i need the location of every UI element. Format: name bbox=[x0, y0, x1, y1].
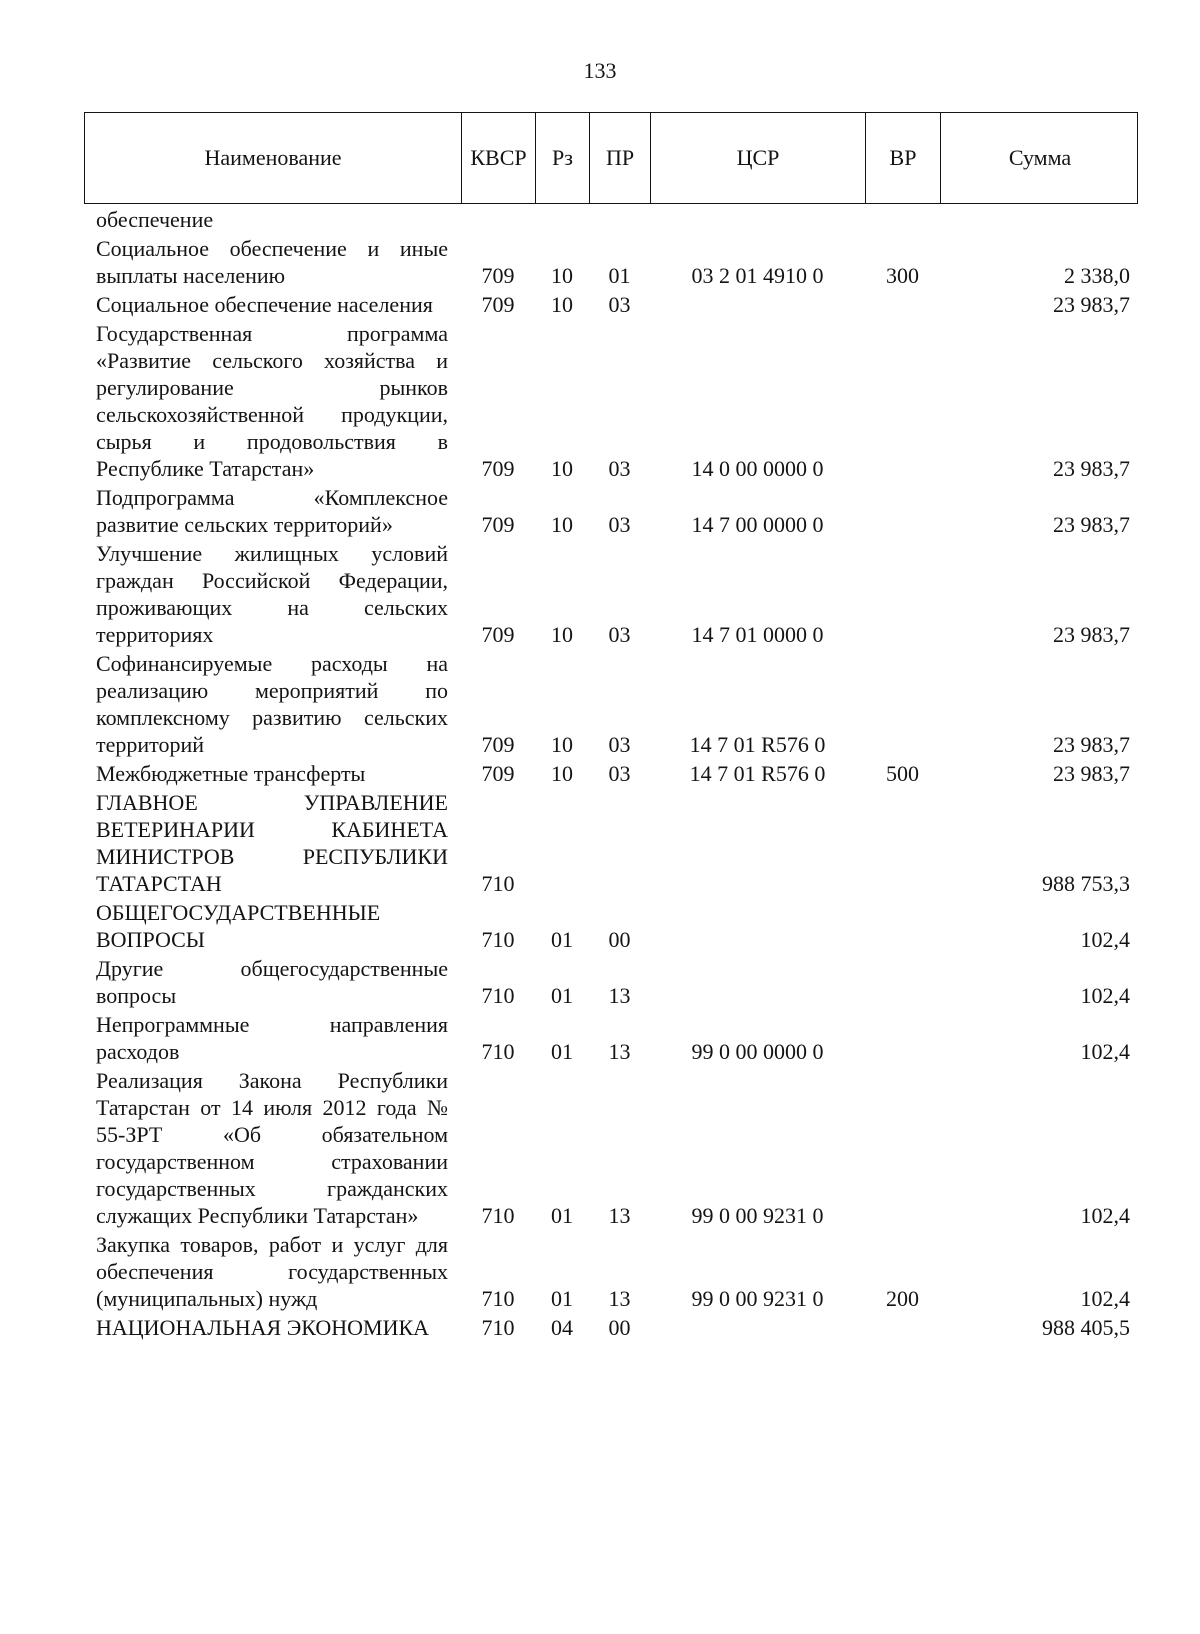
row-kvsr: 710 bbox=[481, 983, 515, 1008]
row-rz: 04 bbox=[551, 1315, 573, 1340]
row-name: Реализация Закона Республики Татарстан от 14 июля 2012 года № 55-ЗРТ «Об обязательном государственном страховании государственных гражданских служащих Республики Татарстан» bbox=[96, 1068, 448, 1228]
row-pr: 03 bbox=[608, 761, 631, 786]
row-kvsr: 710 bbox=[481, 871, 515, 896]
row-pr: 00 bbox=[608, 1315, 631, 1340]
row-kvsr: 710 bbox=[481, 1286, 515, 1311]
row-sum: 102,4 bbox=[1080, 1039, 1130, 1064]
table-row bbox=[84, 540, 1138, 648]
row-rz: 10 bbox=[551, 456, 573, 481]
row-rz: 01 bbox=[551, 1203, 573, 1228]
row-kvsr: 710 bbox=[481, 1039, 515, 1064]
table-body bbox=[84, 206, 1138, 1341]
row-kvsr: 709 bbox=[481, 622, 515, 647]
header-kvsr: КВСР bbox=[462, 113, 536, 203]
row-kvsr: 709 bbox=[481, 456, 515, 481]
row-sum: 23 983,7 bbox=[1053, 732, 1130, 757]
row-name: Улучшение жилищных условий граждан Российской Федерации, проживающих на сельских территориях bbox=[96, 541, 448, 647]
row-csr: 03 2 01 4910 0 bbox=[691, 263, 824, 288]
table-row bbox=[84, 320, 1138, 482]
row-pr: 01 bbox=[608, 263, 631, 288]
row-vr: 500 bbox=[886, 761, 919, 786]
table-row bbox=[84, 760, 1138, 787]
header-rz: Рз bbox=[536, 113, 590, 203]
row-sum: 23 983,7 bbox=[1053, 512, 1130, 537]
row-kvsr: 709 bbox=[481, 761, 515, 786]
row-pr: 13 bbox=[608, 983, 631, 1008]
row-name: Непрограммные направления расходов bbox=[96, 1012, 448, 1064]
row-kvsr: 709 bbox=[481, 732, 515, 757]
row-csr: 99 0 00 9231 0 bbox=[691, 1203, 824, 1228]
row-name: ГЛАВНОЕ УПРАВЛЕНИЕ ВЕТЕРИНАРИИ КАБИНЕТА МИНИСТРОВ РЕСПУБЛИКИ ТАТАРСТАН bbox=[96, 790, 448, 896]
table-row bbox=[84, 650, 1138, 758]
table-row bbox=[84, 789, 1138, 897]
row-csr: 99 0 00 0000 0 bbox=[691, 1039, 824, 1064]
table-row bbox=[84, 1231, 1138, 1312]
row-name: Софинансируемые расходы на реализацию мероприятий по комплексному развитию сельских территорий bbox=[96, 651, 448, 757]
row-name: НАЦИОНАЛЬНАЯ ЭКОНОМИКА bbox=[96, 1315, 430, 1340]
header-csr: ЦСР bbox=[651, 113, 866, 203]
table-row bbox=[84, 291, 1138, 318]
row-name: Закупка товаров, работ и услуг для обеспечения государственных (муниципальных) нужд bbox=[96, 1232, 448, 1311]
row-name: обеспечение bbox=[96, 207, 214, 232]
row-kvsr: 709 bbox=[481, 292, 515, 317]
row-pr: 00 bbox=[608, 927, 631, 952]
row-kvsr: 710 bbox=[481, 1203, 515, 1228]
row-name: Подпрограмма «Комплексное развитие сельских территорий» bbox=[96, 485, 448, 537]
row-sum: 23 983,7 bbox=[1053, 622, 1130, 647]
row-csr: 14 7 00 0000 0 bbox=[691, 512, 824, 537]
row-name: Государственная программа «Развитие сельского хозяйства и регулирование рынков сельскохозяйственной продукции, сырья и продовольствия в Республике Татарстан» bbox=[96, 321, 448, 481]
row-csr: 14 7 01 R576 0 bbox=[689, 732, 826, 757]
row-kvsr: 710 bbox=[481, 1315, 515, 1340]
header-pr: ПР bbox=[590, 113, 651, 203]
row-sum: 988 753,3 bbox=[1042, 871, 1130, 896]
row-rz: 10 bbox=[551, 263, 573, 288]
row-pr: 13 bbox=[608, 1286, 631, 1311]
row-rz: 10 bbox=[551, 292, 573, 317]
row-csr: 99 0 00 9231 0 bbox=[691, 1286, 824, 1311]
row-sum: 988 405,5 bbox=[1042, 1315, 1130, 1340]
row-vr: 300 bbox=[886, 263, 919, 288]
table-row bbox=[84, 484, 1138, 538]
table-row bbox=[84, 235, 1138, 289]
table-row bbox=[84, 955, 1138, 1009]
row-name: Социальное обеспечение населения bbox=[96, 292, 433, 317]
header-sum: Сумма bbox=[1008, 145, 1072, 170]
page-number: 133 bbox=[583, 58, 617, 83]
row-sum: 2 338,0 bbox=[1064, 263, 1130, 288]
header-name: Наименование bbox=[85, 113, 462, 203]
row-name: Другие общегосударственные вопросы bbox=[96, 956, 448, 1008]
row-pr: 03 bbox=[608, 512, 631, 537]
row-pr: 13 bbox=[608, 1203, 631, 1228]
row-sum: 23 983,7 bbox=[1053, 292, 1130, 317]
row-name: Социальное обеспечение и иные выплаты населению bbox=[96, 236, 448, 288]
row-kvsr: 709 bbox=[481, 512, 515, 537]
row-sum: 102,4 bbox=[1080, 1203, 1130, 1228]
row-rz: 01 bbox=[551, 927, 573, 952]
row-rz: 10 bbox=[551, 512, 573, 537]
row-sum: 23 983,7 bbox=[1053, 761, 1130, 786]
table-header bbox=[84, 112, 1138, 204]
row-csr: 14 7 01 R576 0 bbox=[689, 761, 826, 786]
row-kvsr: 710 bbox=[481, 927, 515, 952]
row-sum: 102,4 bbox=[1080, 983, 1130, 1008]
table-row bbox=[84, 1011, 1138, 1065]
row-csr: 14 0 00 0000 0 bbox=[691, 456, 824, 481]
row-csr: 14 7 01 0000 0 bbox=[691, 622, 824, 647]
table-row bbox=[84, 1067, 1138, 1229]
row-name: ОБЩЕГОСУДАРСТВЕННЫЕ ВОПРОСЫ bbox=[96, 900, 381, 952]
row-pr: 13 bbox=[608, 1039, 631, 1064]
table-row bbox=[84, 206, 1138, 233]
row-name: Межбюджетные трансферты bbox=[96, 761, 366, 786]
row-rz: 01 bbox=[551, 1039, 573, 1064]
row-pr: 03 bbox=[608, 292, 631, 317]
row-rz: 01 bbox=[551, 983, 573, 1008]
table-row bbox=[84, 899, 1138, 953]
row-pr: 03 bbox=[608, 456, 631, 481]
row-sum: 102,4 bbox=[1080, 927, 1130, 952]
row-pr: 03 bbox=[608, 622, 631, 647]
row-rz: 10 bbox=[551, 622, 573, 647]
row-kvsr: 709 bbox=[481, 263, 515, 288]
row-rz: 10 bbox=[551, 761, 573, 786]
row-rz: 01 bbox=[551, 1286, 573, 1311]
row-vr: 200 bbox=[886, 1286, 919, 1311]
row-sum: 102,4 bbox=[1080, 1286, 1130, 1311]
row-sum: 23 983,7 bbox=[1053, 456, 1130, 481]
row-pr: 03 bbox=[608, 732, 631, 757]
row-rz: 10 bbox=[551, 732, 573, 757]
header-vr: ВР bbox=[866, 113, 941, 203]
table-row bbox=[84, 1314, 1138, 1341]
